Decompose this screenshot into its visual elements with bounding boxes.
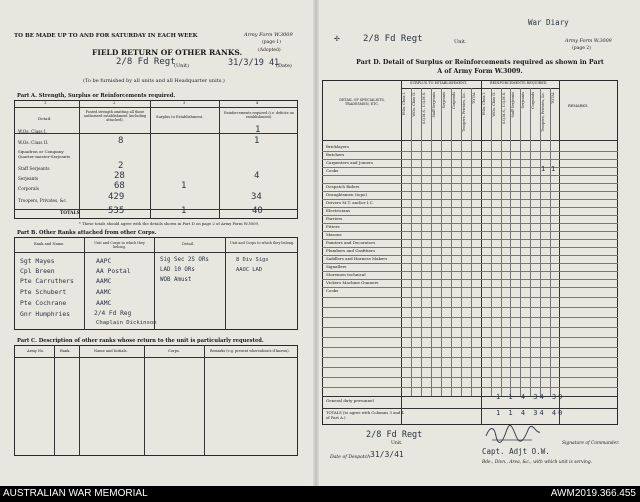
form-page-2: (page 2) (572, 46, 591, 51)
b-header-detail: Detail. (182, 242, 195, 246)
wo2-posted: 8 (118, 136, 124, 146)
footer-bar (0, 486, 640, 502)
b-row4-name: Pte Schubert (20, 288, 67, 296)
footer-credit: AUSTRALIAN WAR MEMORIAL (3, 488, 148, 499)
totals-reinforcements: 40 (252, 206, 263, 216)
col-header-reinforcements: Reinforcements required (i.e. deficits on establishment). (224, 111, 294, 120)
b-row6-unit: 2/4 Fd Reg (94, 310, 132, 317)
b-row1-name: Sgt Mayes (20, 257, 55, 265)
col-number-3: 3 (183, 101, 186, 105)
trade-fitters: Fitters (326, 224, 340, 229)
reinf-sub-col-2: W.Os. Class II. (492, 92, 496, 117)
corporals-posted: 68 (114, 181, 125, 191)
pin-mark-icon: ✢ (334, 35, 340, 43)
unit-label-2: Unit. (454, 39, 467, 45)
b-row1-unit2: 8 Div Sigs (236, 257, 269, 263)
totals-label: TOTALS (to agree with Columns 3 and 4 of Part A.) (326, 410, 404, 420)
unit-label-3: Unit. (391, 441, 403, 446)
surplus-sub-col-3: S.Q.M.S., C.Q.M.S. (422, 92, 426, 125)
b-header-unit-corps-2: Unit and Corps to which they belong. (229, 241, 295, 245)
b-row3-name: Pte Carruthers (20, 277, 74, 285)
part-a-title: Part A. Strength, Surplus or Reinforcements required. (17, 93, 176, 99)
surplus-header: SURPLUS TO ESTABLISHMENT. (410, 81, 467, 85)
trade-plumbers: Plumbers and Gasfitters (326, 248, 376, 253)
col-number-1: 1 (44, 101, 47, 105)
c-header-name: Name and Initials. (94, 349, 128, 353)
date-label: (Date) (276, 63, 292, 69)
trade-drivers: Drivers M.T. and/or I.C. (326, 200, 374, 205)
general-duty-label: General duty personnel (326, 398, 374, 403)
row-label-serjeants: Serjeants (18, 176, 39, 181)
remarks-header: REMARKS. (568, 104, 589, 108)
row-label-totals: TOTALS (60, 211, 80, 216)
trade-cooks-2: Cooks (326, 288, 339, 293)
form-reference: Army Form W.3009 (244, 32, 293, 38)
footer-accession-number: AWM2019.366.455 (550, 488, 636, 499)
reinforcements-header: REINFORCEMENTS REQUIRED. (490, 81, 548, 85)
trade-signallers: Signallers (326, 264, 347, 269)
unit-handwritten-3: 2/8 Fd Regt (366, 430, 423, 440)
trade-painters: Painters and Decorators (326, 240, 376, 245)
b-header-rank-name: Rank and Name. (34, 242, 65, 246)
c-header-army-no: Army No. (27, 349, 45, 353)
row-label-wo2: W.Os. Class II. (18, 140, 49, 145)
b-row5-unit: AAMC (96, 299, 112, 307)
row-label-corporals: Corporals (18, 186, 39, 191)
detail-header: DETAIL OF SPECIALISTS, TRADESMEN, ETC. (339, 98, 385, 107)
commander-rank-handwritten: Capt. Adjt O.W. (482, 447, 550, 456)
reinf-sub-col-3: S.Q.M.S., C.Q.M.S. (502, 92, 506, 125)
corporals-surplus: 1 (181, 181, 187, 191)
form-page: (page 1) (262, 40, 281, 45)
wo2-reinforcements: 1 (254, 136, 260, 146)
row-label-cqms: Squadron or Company Quarter-master-Serjeants (18, 149, 71, 159)
trade-bricklayers: Bricklayers (326, 144, 350, 149)
b-row6-name: Gnr Humphries (20, 310, 71, 318)
trade-farriers: Farriers (326, 216, 343, 221)
date-despatch-label: Date of Despatch (330, 455, 371, 460)
surplus-sub-col-6: Corporals (452, 92, 456, 109)
trade-carpenters: Carpenters and Joiners (326, 160, 374, 165)
privates-reinforcements: 34 (251, 192, 262, 202)
b-row3-detail: WOB Amust (160, 277, 192, 283)
reinf-sub-col-5: Serjeants (521, 92, 525, 109)
totals-surplus: 1 (181, 206, 187, 216)
commander-signature (482, 422, 544, 446)
b-row2-name: Cpl Breen (20, 267, 55, 275)
col-header-surplus: Surplus to Establishment. (156, 115, 204, 119)
unit-label: (Unit) (174, 63, 189, 69)
b-row1-detail: Sig Sec 2S ORs (160, 257, 209, 263)
col-number-4: 4 (256, 101, 259, 105)
surplus-sub-col-1: W.Os. Class I. (402, 92, 406, 116)
trade-cooks: Cooks (326, 168, 339, 173)
b-row5-name: Pte Cochrane (20, 299, 67, 307)
row-label-wo1: W.Os. Class I. (18, 129, 47, 134)
part-a-footnote: * These totals should agree with the details shown in Part D on page 2 of Army Form W.3009. (79, 221, 260, 226)
form-title: FIELD RETURN OF OTHER RANKS. (92, 48, 243, 57)
serjeants-posted: 28 (114, 171, 125, 181)
unit-handwritten: 2/8 Fd Regt (116, 57, 176, 67)
part-c-table (14, 345, 298, 456)
part-b-title: Part B. Other Ranks attached from other Corps. (17, 230, 157, 236)
b-row2-unit2: AAOC LAD (236, 267, 262, 273)
trade-draughtsmen: Draughtsmen (topo) (326, 192, 367, 197)
trade-masons: Masons (326, 232, 342, 237)
commander-signature-label: Signature of Commander. (562, 441, 620, 446)
trade-butchers: Butchers (326, 152, 345, 157)
top-note: TO BE MADE UP TO AND FOR SATURDAY IN EACH WEEK (14, 33, 198, 39)
date-handwritten: 31/3/19 41 (228, 58, 280, 68)
privates-posted: 429 (108, 192, 125, 202)
furnish-note: (To be furnished by all units and all Headquarter units.) (83, 78, 225, 84)
b-row3-unit: AAMC (96, 277, 112, 285)
wo1-reinforcements: 1 (255, 125, 261, 135)
b-row7-unit: Chaplain Dickinson (96, 320, 157, 326)
cooks-reinf-privates: 1 (541, 165, 546, 173)
b-row4-unit: AAMC (96, 288, 112, 296)
col-header-posted: Posted strength omitting all those authorized establishment (including attached). (83, 110, 147, 123)
surplus-sub-col-7: Troopers, Privates, &c. (462, 92, 466, 132)
adopted-note: (Adopted) (258, 48, 281, 53)
col-header-detail: Detail. (38, 116, 52, 121)
col-number-2: 2 (113, 101, 116, 105)
surplus-sub-col-8: TOTAL (472, 92, 476, 104)
part-c-title: Part C. Description of other ranks whose return to the unit is particularly requested. (17, 338, 264, 344)
reinf-sub-col-8: TOTAL (551, 92, 555, 104)
reinf-sub-col-6: Corporals (531, 92, 535, 109)
b-row2-detail: LAD 10 ORs (160, 267, 195, 273)
b-header-unit-corps: Unit and Corps to which they belong. (94, 241, 145, 250)
b-row2-unit: AA Postal (96, 267, 131, 275)
page-fold (313, 0, 319, 486)
trade-saddlers: Saddlers and Harness Makers (326, 256, 388, 261)
row-label-staff-sgts: Staff Serjeants (18, 166, 50, 171)
trade-vickers-gunners: Vickers Machine Gunners (326, 280, 379, 285)
trade-despatch-riders: Despatch Riders (326, 184, 360, 189)
reinf-sub-col-7: Troopers, Privates, &c. (541, 92, 545, 132)
surplus-sub-col-5: Serjeants (442, 92, 446, 109)
totals-handwritten: 1 1 4 34 40 (496, 409, 565, 417)
part-d-title: Part D. Detail of Surplus or Reinforcements required as shown in Part A of Army Form W.3009. (356, 59, 604, 75)
c-header-remarks: Remarks (e.g. present whereabouts if known). (210, 349, 290, 353)
serjeants-reinforcements: 4 (254, 171, 260, 181)
unit-handwritten-2: 2/8 Fd Regt (363, 34, 423, 44)
form-reference-2: Army Form W.3009 (565, 39, 612, 44)
war-diary-handwritten: War Diary (528, 18, 569, 27)
c-header-corps: Corps. (168, 349, 180, 353)
general-duty-handwritten: 1 1 4 34 39 (496, 393, 565, 401)
brigade-label: Bde., Divn., Area, &c., with which unit is serving. (482, 460, 593, 465)
trade-storemen: Storemen technical (326, 272, 366, 277)
row-label-privates: Troopers, Privates, &c. (18, 198, 68, 203)
totals-posted: 535 (108, 206, 125, 216)
surplus-sub-col-2: W.Os. Class II. (412, 92, 416, 117)
reinf-sub-col-4: Staff Serjeants (511, 92, 515, 118)
reinf-sub-col-1: W.Os. Class I. (482, 92, 486, 116)
date-despatch-handwritten: 31/3/41 (370, 450, 404, 459)
c-header-rank: Rank. (60, 349, 71, 353)
trade-electricians: Electricians (326, 208, 351, 213)
cooks-reinf-total: 1 (551, 165, 556, 173)
staff-sgts-posted: 2 (118, 161, 124, 171)
b-row1-unit: AAPC (96, 257, 112, 265)
surplus-sub-col-4: Staff Serjeants (432, 92, 436, 118)
